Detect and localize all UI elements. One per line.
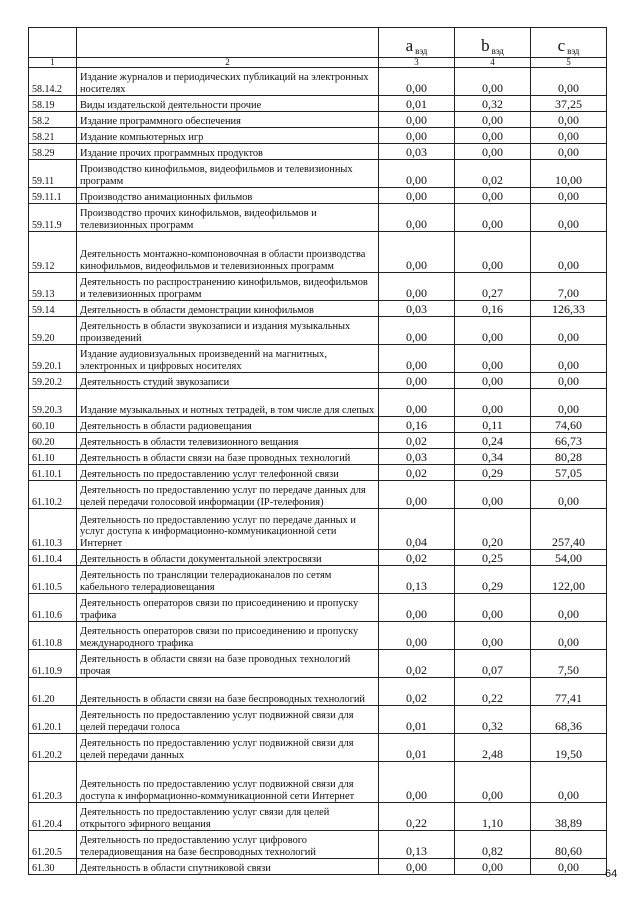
- table-row: [29, 188, 607, 204]
- okved-code: 59.20.2: [29, 373, 77, 389]
- okved-code: 59.13: [29, 273, 77, 301]
- okved-code: 61.10.1: [29, 465, 77, 481]
- activity-name: Деятельность в области звукозаписи и издания музыкальных произведений: [77, 317, 379, 345]
- value-a: 0,03: [379, 449, 455, 465]
- activity-name: Деятельность по предоставлению услуг подвижной связи для доступа к информационно-коммуникационной сети Интернет: [77, 762, 379, 803]
- okved-code: 59.11: [29, 160, 77, 188]
- value-a: 0,22: [379, 803, 455, 831]
- value-c: 19,50: [531, 734, 607, 762]
- value-b: 0,16: [455, 301, 531, 317]
- value-a: 0,00: [379, 273, 455, 301]
- okved-code: 61.10: [29, 449, 77, 465]
- table-row: [29, 803, 607, 831]
- value-b: 0,34: [455, 449, 531, 465]
- value-b: 0,00: [455, 144, 531, 160]
- table-row: [29, 144, 607, 160]
- table-row: [29, 762, 607, 803]
- value-a: 0,03: [379, 301, 455, 317]
- activity-name: Деятельность по трансляции телерадиоканалов по сетям кабельного телерадиовещания: [77, 566, 379, 594]
- activity-name: Производство прочих кинофильмов, видеофильмов и телевизионных программ: [77, 204, 379, 232]
- activity-name: Деятельность по предоставлению услуг по передаче данных и услуг доступа к информационно-коммуникационной сети Интернет: [77, 509, 379, 550]
- value-c: 0,00: [531, 859, 607, 875]
- value-c: 80,28: [531, 449, 607, 465]
- value-a: 0,03: [379, 144, 455, 160]
- value-a: 0,00: [379, 373, 455, 389]
- table-row: [29, 594, 607, 622]
- activity-name: Деятельность в области радиовещания: [77, 417, 379, 433]
- column-number: 3: [379, 58, 455, 68]
- okved-code: 61.10.3: [29, 509, 77, 550]
- value-c: 122,00: [531, 566, 607, 594]
- activity-name: Деятельность в области документальной электросвязи: [77, 550, 379, 566]
- header-b-cell: [455, 28, 531, 58]
- activity-name: Деятельность операторов связи по присоединению и пропуску трафика: [77, 594, 379, 622]
- table-row: [29, 678, 607, 706]
- value-c: 0,00: [531, 762, 607, 803]
- value-a: 0,02: [379, 465, 455, 481]
- header-b-subscript: вэд: [491, 45, 504, 56]
- okved-code: 61.20.3: [29, 762, 77, 803]
- value-b: 0,29: [455, 465, 531, 481]
- value-a: 0,00: [379, 345, 455, 373]
- activity-name: Деятельность по распространению кинофильмов, видеофильмов и телевизионных программ: [77, 273, 379, 301]
- table-row: [29, 232, 607, 273]
- okved-code: 58.14.2: [29, 68, 77, 96]
- value-b: 0,24: [455, 433, 531, 449]
- value-c: 0,00: [531, 622, 607, 650]
- value-c: 0,00: [531, 373, 607, 389]
- coefficients-table: [28, 27, 607, 875]
- value-c: 0,00: [531, 68, 607, 96]
- activity-name: Деятельность по предоставлению услуг цифрового телерадиовещания на базе беспроводных технологий: [77, 831, 379, 859]
- table-row: [29, 465, 607, 481]
- table-row: [29, 317, 607, 345]
- value-a: 0,13: [379, 831, 455, 859]
- value-c: 0,00: [531, 112, 607, 128]
- value-a: 0,00: [379, 188, 455, 204]
- value-b: 0,00: [455, 345, 531, 373]
- okved-code: 61.20.5: [29, 831, 77, 859]
- value-a: 0,01: [379, 734, 455, 762]
- value-b: 0,00: [455, 762, 531, 803]
- value-c: 38,89: [531, 803, 607, 831]
- okved-code: 61.10.9: [29, 650, 77, 678]
- table-row: [29, 68, 607, 96]
- value-b: 0,00: [455, 481, 531, 509]
- value-b: 0,00: [455, 859, 531, 875]
- table-row: [29, 301, 607, 317]
- value-a: 0,00: [379, 859, 455, 875]
- value-b: 0,00: [455, 188, 531, 204]
- page-number: 64: [605, 868, 618, 880]
- value-c: 74,60: [531, 417, 607, 433]
- table-row: [29, 650, 607, 678]
- activity-name: Издание журналов и периодических публикаций на электронных носителях: [77, 68, 379, 96]
- value-b: 0,00: [455, 373, 531, 389]
- value-b: 0,32: [455, 706, 531, 734]
- value-c: 10,00: [531, 160, 607, 188]
- activity-name: Издание прочих программных продуктов: [77, 144, 379, 160]
- value-c: 66,73: [531, 433, 607, 449]
- okved-code: 61.10.8: [29, 622, 77, 650]
- value-a: 0,02: [379, 550, 455, 566]
- value-c: 0,00: [531, 481, 607, 509]
- header-c-subscript: вэд: [567, 45, 580, 56]
- value-b: 0,32: [455, 96, 531, 112]
- value-a: 0,00: [379, 622, 455, 650]
- value-b: 0,00: [455, 128, 531, 144]
- table-row: [29, 706, 607, 734]
- table-row: [29, 96, 607, 112]
- value-c: 68,36: [531, 706, 607, 734]
- value-a: 0,00: [379, 762, 455, 803]
- activity-name: Деятельность в области связи на базе проводных технологий прочая: [77, 650, 379, 678]
- table-row: [29, 112, 607, 128]
- activity-name: Издание компьютерных игр: [77, 128, 379, 144]
- table-row: [29, 373, 607, 389]
- value-a: 0,00: [379, 204, 455, 232]
- okved-code: 58.29: [29, 144, 77, 160]
- okved-code: 59.11.1: [29, 188, 77, 204]
- value-b: 0,20: [455, 509, 531, 550]
- value-c: 0,00: [531, 232, 607, 273]
- header-a-cell: [379, 28, 455, 58]
- value-a: 0,00: [379, 317, 455, 345]
- value-c: 0,00: [531, 345, 607, 373]
- table-row: [29, 734, 607, 762]
- value-b: 0,00: [455, 317, 531, 345]
- activity-name: Деятельность в области демонстрации кинофильмов: [77, 301, 379, 317]
- value-b: 0,00: [455, 204, 531, 232]
- activity-name: Производство анимационных фильмов: [77, 188, 379, 204]
- okved-code: 59.20.3: [29, 389, 77, 417]
- okved-code: 61.20.2: [29, 734, 77, 762]
- header-a-subscript: вэд: [415, 45, 428, 56]
- value-c: 80,60: [531, 831, 607, 859]
- column-number: 4: [455, 58, 531, 68]
- activity-name: Деятельность в области спутниковой связи: [77, 859, 379, 875]
- value-a: 0,00: [379, 232, 455, 273]
- activity-name: Издание аудиовизуальных произведений на магнитных, электронных и цифровых носителях: [77, 345, 379, 373]
- activity-name: Издание программного обеспечения: [77, 112, 379, 128]
- table-row: [29, 831, 607, 859]
- table-row: [29, 449, 607, 465]
- table-row: [29, 550, 607, 566]
- value-b: 0,00: [455, 112, 531, 128]
- value-c: 7,50: [531, 650, 607, 678]
- activity-name: Деятельность по предоставлению услуг по передаче данных для целей передачи голосовой информации (IP-телефония): [77, 481, 379, 509]
- activity-name: Деятельность в области телевизионного вещания: [77, 433, 379, 449]
- value-c: 0,00: [531, 128, 607, 144]
- activity-name: Деятельность студий звукозаписи: [77, 373, 379, 389]
- okved-code: 58.21: [29, 128, 77, 144]
- value-a: 0,16: [379, 417, 455, 433]
- table-row: [29, 417, 607, 433]
- value-c: 7,00: [531, 273, 607, 301]
- table-row: [29, 859, 607, 875]
- document-sheet: [28, 27, 607, 875]
- value-b: 0,02: [455, 160, 531, 188]
- activity-name: Деятельность в области связи на базе проводных технологий: [77, 449, 379, 465]
- value-b: 0,27: [455, 273, 531, 301]
- table-row: [29, 481, 607, 509]
- value-a: 0,01: [379, 706, 455, 734]
- table-row: [29, 273, 607, 301]
- value-b: 0,29: [455, 566, 531, 594]
- value-c: 126,33: [531, 301, 607, 317]
- value-b: 0,00: [455, 622, 531, 650]
- value-a: 0,02: [379, 433, 455, 449]
- value-c: 54,00: [531, 550, 607, 566]
- okved-code: 59.20: [29, 317, 77, 345]
- activity-name: Деятельность монтажно-компоновочная в области производства кинофильмов, видеофильмов и телевизионных программ: [77, 232, 379, 273]
- value-a: 0,00: [379, 128, 455, 144]
- activity-name: Деятельность по предоставлению услуг подвижной связи для целей передачи голоса: [77, 706, 379, 734]
- okved-code: 58.19: [29, 96, 77, 112]
- value-b: 2,48: [455, 734, 531, 762]
- column-number: 1: [29, 58, 77, 68]
- table-row: [29, 566, 607, 594]
- table-row: [29, 204, 607, 232]
- value-b: 0,22: [455, 678, 531, 706]
- column-number: 2: [77, 58, 379, 68]
- value-c: 257,40: [531, 509, 607, 550]
- table-row: [29, 622, 607, 650]
- value-a: 0,02: [379, 650, 455, 678]
- column-number-row: [29, 58, 607, 68]
- header-code-cell: [29, 28, 77, 58]
- value-b: 0,00: [455, 389, 531, 417]
- table-row: [29, 345, 607, 373]
- value-c: 0,00: [531, 204, 607, 232]
- okved-code: 60.20: [29, 433, 77, 449]
- value-b: 0,00: [455, 68, 531, 96]
- value-b: 0,00: [455, 232, 531, 273]
- value-b: 0,07: [455, 650, 531, 678]
- header-name-cell: [77, 28, 379, 58]
- value-c: 77,41: [531, 678, 607, 706]
- value-c: 0,00: [531, 188, 607, 204]
- activity-name: Деятельность операторов связи по присоединению и пропуску международного трафика: [77, 622, 379, 650]
- value-a: 0,00: [379, 481, 455, 509]
- header-c-cell: [531, 28, 607, 58]
- value-c: 0,00: [531, 594, 607, 622]
- activity-name: Деятельность в области связи на базе беспроводных технологий: [77, 678, 379, 706]
- activity-name: Виды издательской деятельности прочие: [77, 96, 379, 112]
- activity-name: Деятельность по предоставлению услуг связи для целей открытого эфирного вещания: [77, 803, 379, 831]
- okved-code: 61.30: [29, 859, 77, 875]
- okved-code: 58.2: [29, 112, 77, 128]
- activity-name: Деятельность по предоставлению услуг телефонной связи: [77, 465, 379, 481]
- header-b-letter: b: [481, 35, 490, 55]
- okved-code: 61.10.5: [29, 566, 77, 594]
- table-row: [29, 389, 607, 417]
- value-a: 0,00: [379, 112, 455, 128]
- okved-code: 61.10.6: [29, 594, 77, 622]
- value-a: 0,00: [379, 160, 455, 188]
- value-a: 0,13: [379, 566, 455, 594]
- table-row: [29, 433, 607, 449]
- table-row: [29, 160, 607, 188]
- okved-code: 60.10: [29, 417, 77, 433]
- table-header-row: [29, 28, 607, 58]
- okved-code: 61.20.4: [29, 803, 77, 831]
- value-c: 37,25: [531, 96, 607, 112]
- value-b: 0,11: [455, 417, 531, 433]
- value-c: 0,00: [531, 317, 607, 345]
- okved-code: 61.10.2: [29, 481, 77, 509]
- okved-code: 61.20.1: [29, 706, 77, 734]
- value-b: 0,82: [455, 831, 531, 859]
- value-c: 57,05: [531, 465, 607, 481]
- header-a-letter: a: [405, 35, 414, 55]
- okved-code: 59.14: [29, 301, 77, 317]
- value-a: 0,00: [379, 389, 455, 417]
- value-c: 0,00: [531, 389, 607, 417]
- activity-name: Деятельность по предоставлению услуг подвижной связи для целей передачи данных: [77, 734, 379, 762]
- value-a: 0,01: [379, 96, 455, 112]
- value-a: 0,04: [379, 509, 455, 550]
- value-a: 0,02: [379, 678, 455, 706]
- value-b: 0,25: [455, 550, 531, 566]
- header-c-letter: c: [557, 35, 566, 55]
- okved-code: 59.20.1: [29, 345, 77, 373]
- activity-name: Издание музыкальных и нотных тетрадей, в том числе для слепых: [77, 389, 379, 417]
- column-number: 5: [531, 58, 607, 68]
- value-a: 0,00: [379, 68, 455, 96]
- value-c: 0,00: [531, 144, 607, 160]
- okved-code: 59.12: [29, 232, 77, 273]
- value-b: 0,00: [455, 594, 531, 622]
- value-b: 1,10: [455, 803, 531, 831]
- okved-code: 61.10.4: [29, 550, 77, 566]
- okved-code: 59.11.9: [29, 204, 77, 232]
- activity-name: Производство кинофильмов, видеофильмов и телевизионных программ: [77, 160, 379, 188]
- value-a: 0,00: [379, 594, 455, 622]
- table-row: [29, 128, 607, 144]
- table-row: [29, 509, 607, 550]
- okved-code: 61.20: [29, 678, 77, 706]
